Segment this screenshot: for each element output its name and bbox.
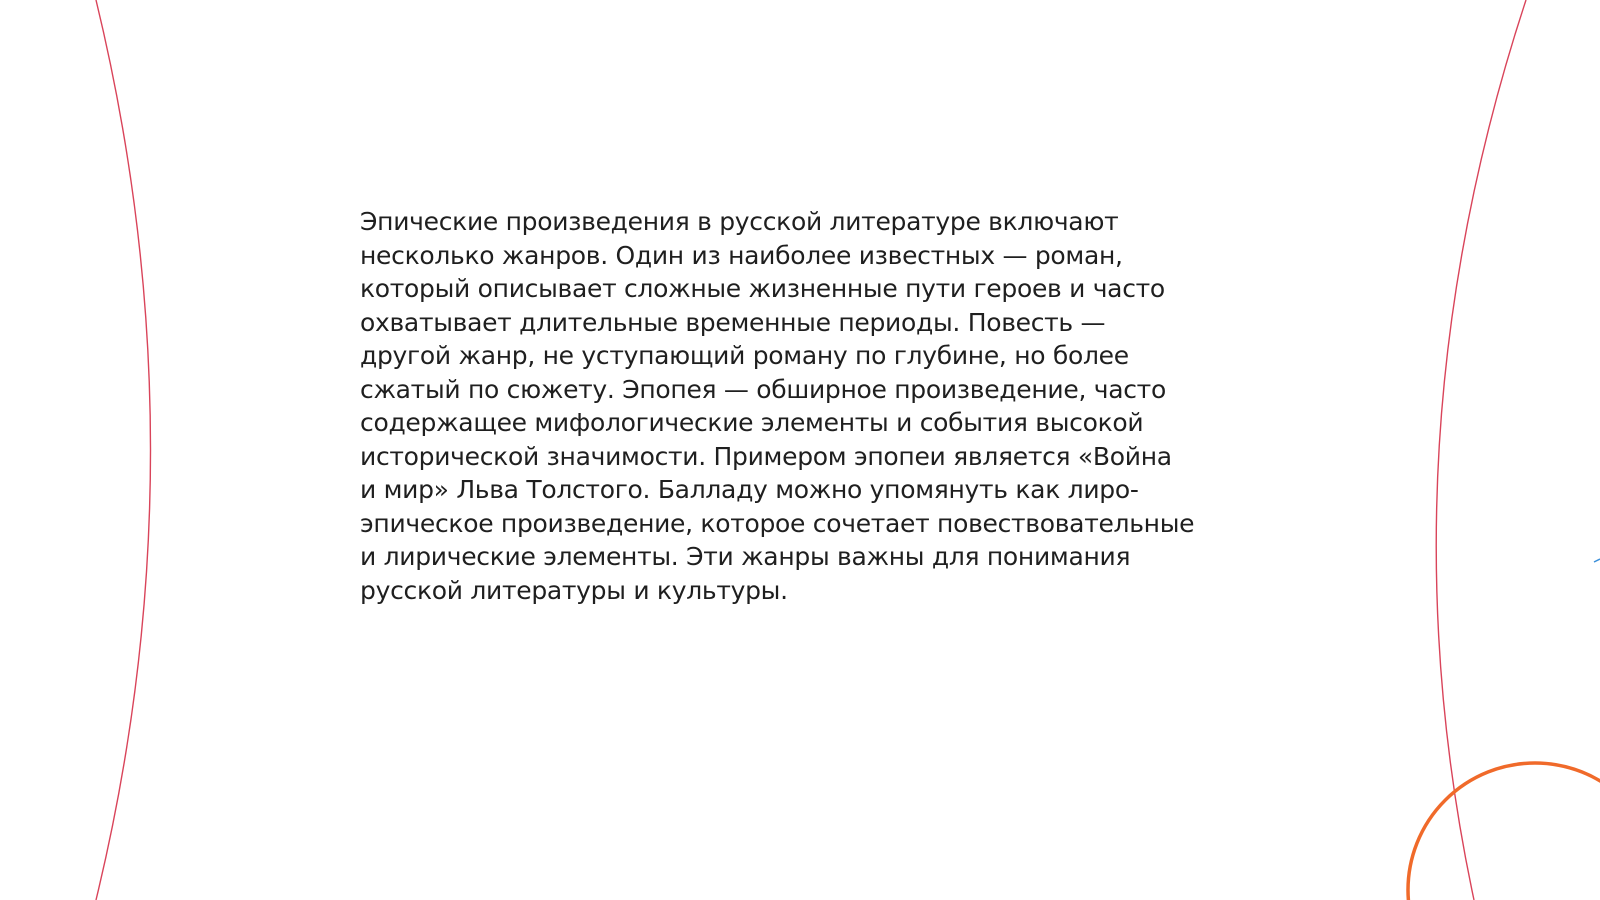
body-paragraph: Эпические произведения в русской литературе включают несколько жанров. Один из наиболее известных — роман, который описывает сложные жизненные пути героев и часто охватывает длительные временные периоды. Повесть — другой жанр, не уступающий роману по глубине, но более сжатый по сюжету. Эпопея — обширное произведение, часто содержащее мифологические элементы и события высокой исторической значимости. Примером эпопеи является «Война и мир» Льва Толстого. Балладу можно упомянуть как лиро- эпическое произведение, которое сочетает повествовательные и лирические элементы. Эти жанры важны для понимания русской литературы и культуры.	[360, 207, 1195, 605]
orange-circle-outline	[1408, 763, 1600, 900]
left-curve-line	[96, 0, 151, 900]
blue-tick-mark	[1594, 559, 1600, 562]
